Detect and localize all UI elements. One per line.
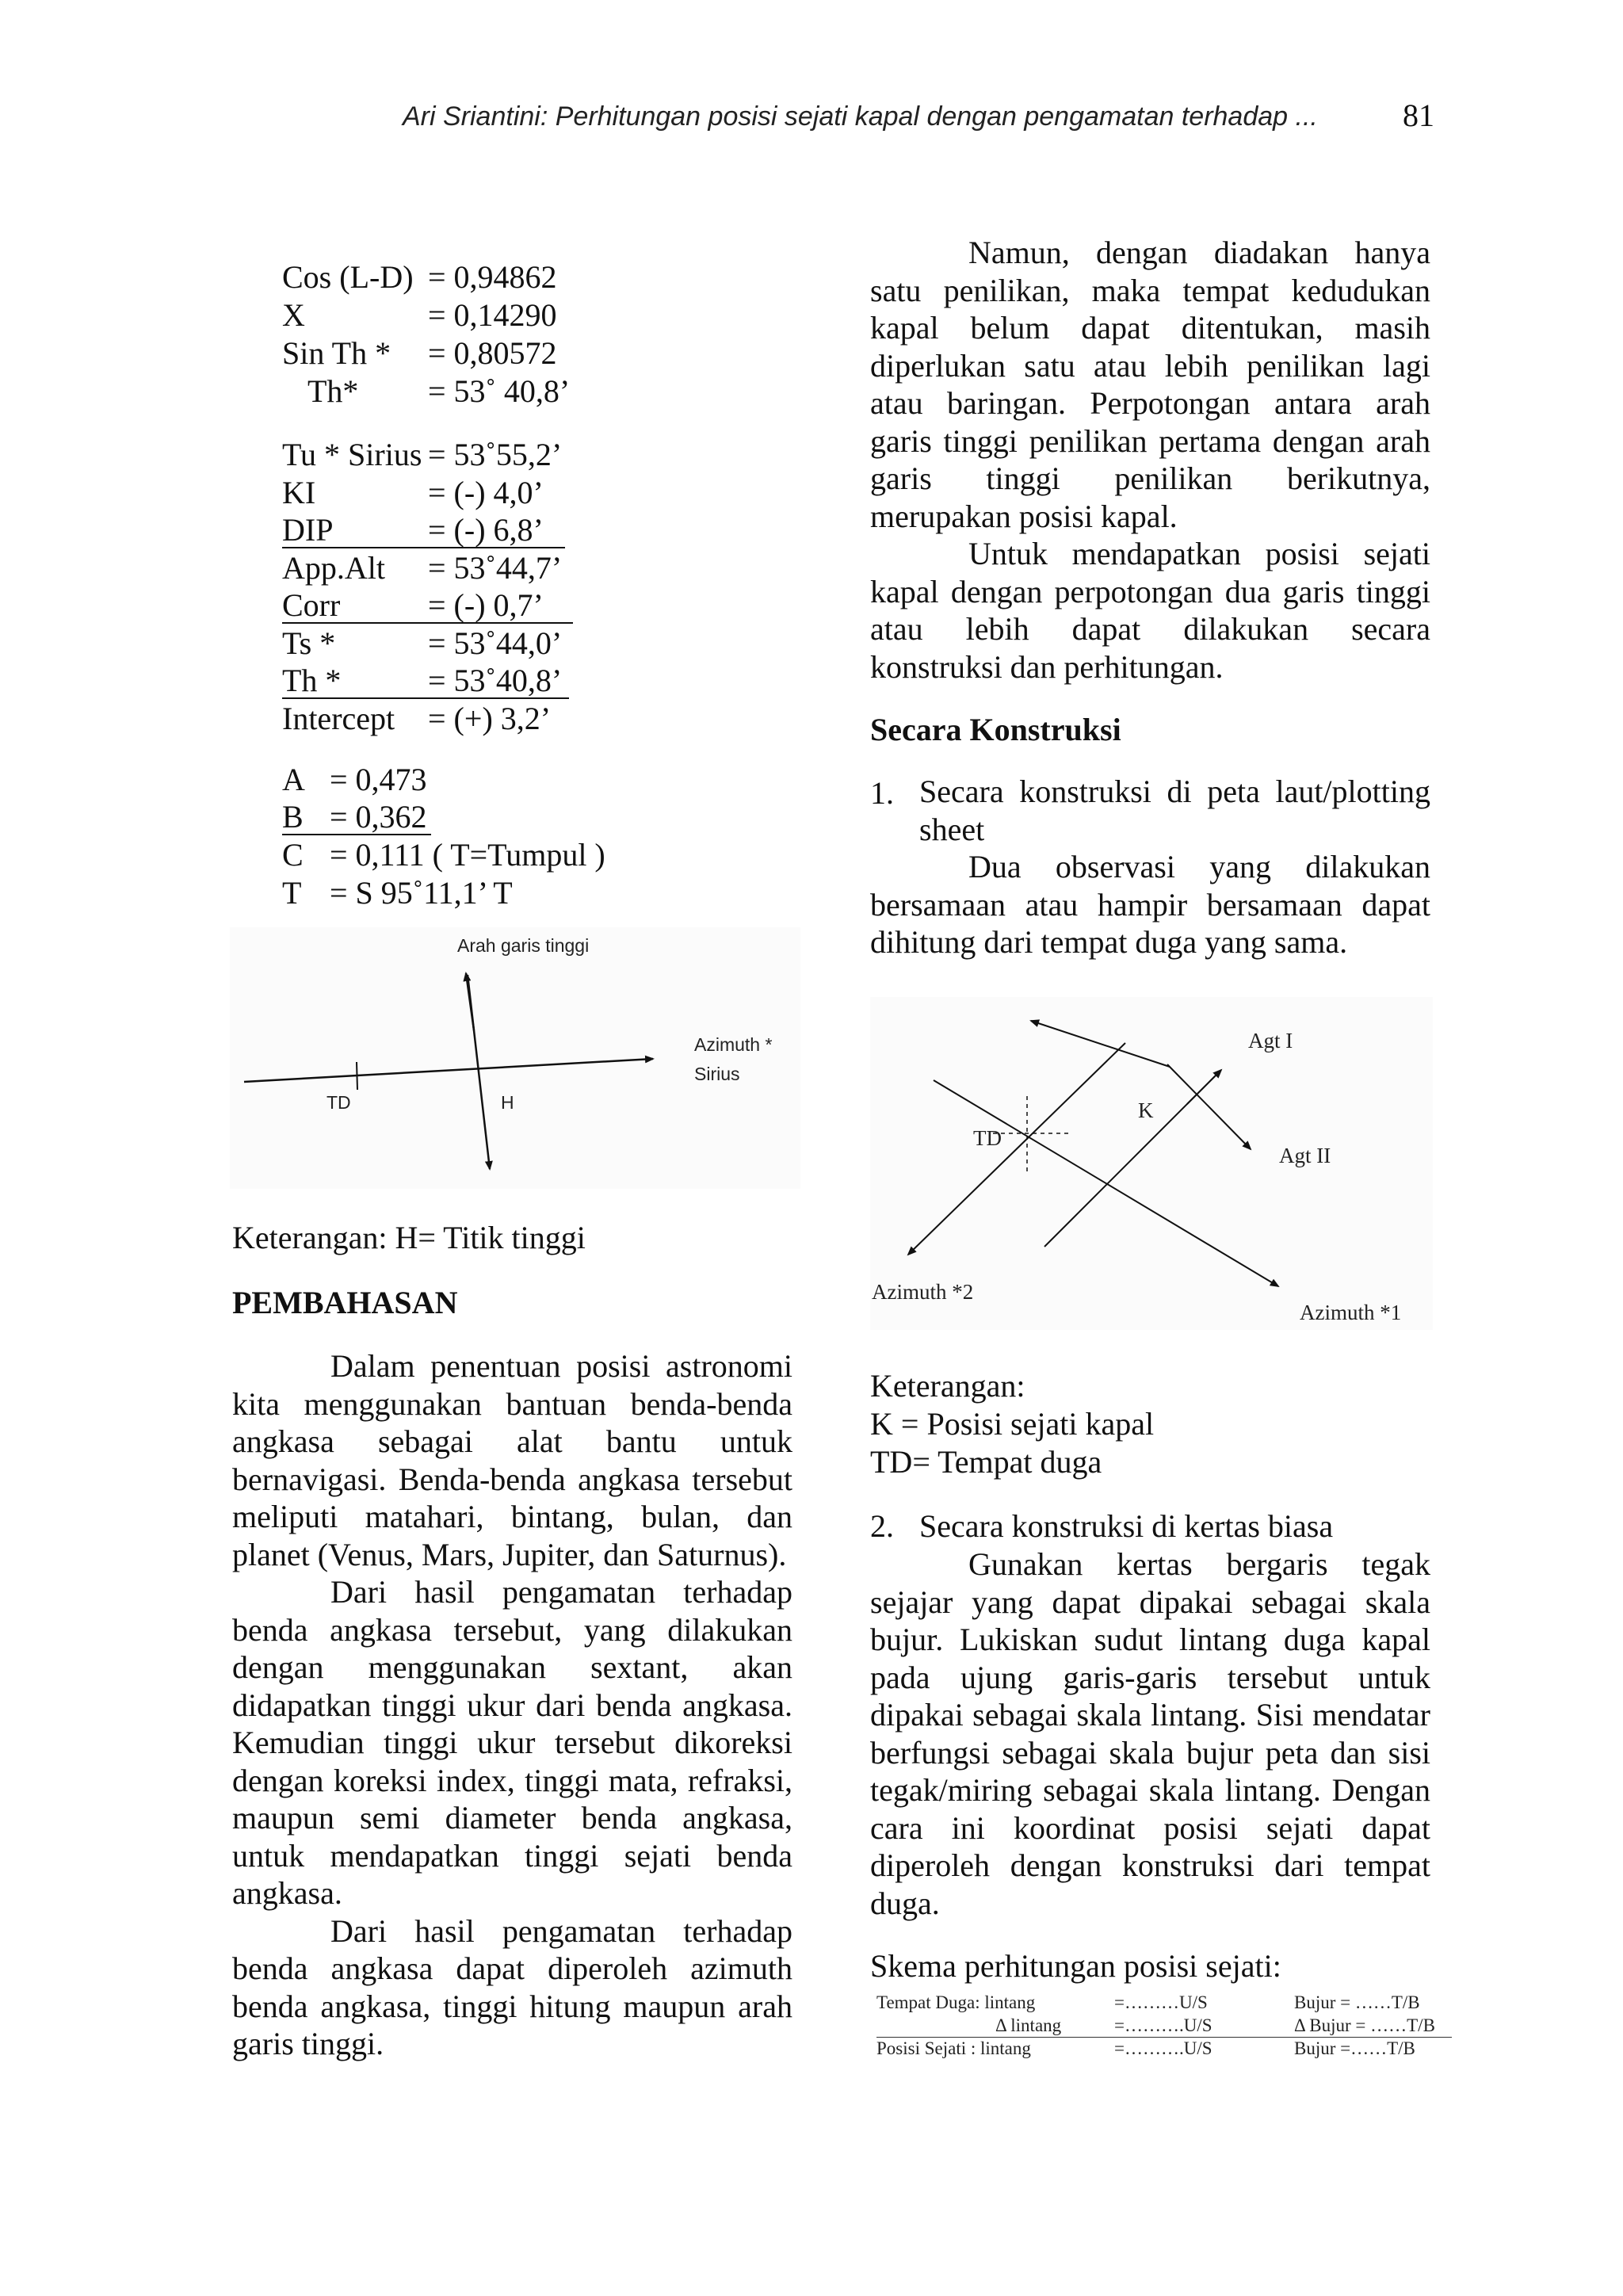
item-2-body: Gunakan kertas bergaris tegak sejajar yang dapat dipakai sebagai skala bujur. Lukiskan sudut lintang duga kapal pada ujung garis-garis tersebut untuk dipakai sebagai skala lintang. Sisi mendatar berfungsi sebagai skala bujur peta dan sisi tegak/miring sebagai skala lintang. Dengan cara ini koordinat posisi sejati dapat diperoleh dengan konstruksi dari tempat duga. [870, 1546, 1430, 1921]
item-1-title: Secara konstruksi di peta laut/plotting sheet [919, 774, 1430, 847]
label-agt-2: Agt II [1279, 1144, 1331, 1167]
azimuth-line [244, 1059, 653, 1082]
calc-value: = (-) 4,0’ [428, 475, 544, 510]
paragraph: Dari hasil pengamatan terhadap benda angkasa tersebut, yang dilakukan dengan menggunakan sextant, akan didapatkan tinggi ukur dari benda angkasa. Kemudian tinggi ukur tersebut dikoreksi dengan koreksi index, tinggi mata, refraksi, maupun semi diameter benda angkasa, untuk mendapatkan tinggi sejati benda angkasa. [232, 1574, 792, 1911]
item-1-body: Dua observasi yang dilakukan bersamaan atau hampir bersamaan dapat dihitung dari tempat duga yang sama. [870, 849, 1430, 960]
label-azimuth: Azimuth * [694, 1034, 773, 1055]
calc-label: Tu * Sirius [282, 437, 422, 472]
label-k: K [1138, 1098, 1154, 1122]
calc-value: = (-) 6,8’ [428, 512, 544, 548]
scheme-cell: Bujur =……T/B [1294, 2038, 1415, 2058]
calc-value: = 53˚44,7’ [428, 550, 563, 586]
calc-label: X [282, 297, 305, 333]
item-2-number: 2. [870, 1508, 894, 1544]
scheme-cell: Tempat Duga: lintang [876, 1992, 1036, 2012]
calc-value: = (-) 0,7’ [428, 587, 544, 623]
calc-value: = 53˚40,8’ [428, 663, 563, 698]
azimuth-2-line [908, 1043, 1125, 1255]
right-body [870, 234, 1430, 686]
calc-label: App.Alt [282, 550, 385, 586]
calc-label: Th * [282, 663, 342, 698]
scheme-cell: =……….U/S [1114, 2038, 1212, 2058]
caption-2-title: Keterangan: [870, 1368, 1025, 1404]
agt-1-line [1167, 1064, 1251, 1149]
paragraph: Dalam penentuan posisi astronomi kita menggunakan bantuan benda-benda angkasa sebagai alat bantu untuk bernavigasi. Benda-benda angkasa tersebut meliputi matahari, bintang, bulan, dan planet (Venus, Mars, Jupiter, dan Saturnus). [232, 1348, 792, 1572]
figure-1-diagram [230, 927, 800, 1189]
calc-label: Corr [282, 587, 341, 623]
label-h: H [501, 1092, 514, 1113]
label-sirius: Sirius [694, 1064, 740, 1084]
calc-value: = 0,362 [330, 799, 427, 835]
label-td: TD [327, 1092, 351, 1113]
calc-value: = 0,80572 [428, 335, 557, 371]
calc-label: Sin Th * [282, 335, 391, 371]
page-number: 81 [1403, 97, 1434, 133]
scheme-title: Skema perhitungan posisi sejati: [870, 1948, 1281, 1984]
label-arah-garis-tinggi: Arah garis tinggi [457, 935, 590, 956]
garis-tinggi-arrow-up [466, 973, 474, 1030]
label-agt-1: Agt I [1248, 1029, 1293, 1052]
paragraph: Untuk mendapatkan posisi sejati kapal dengan perpotongan dua garis tinggi atau lebih dapat dilakukan secara konstruksi dan perhitungan. [870, 536, 1430, 685]
calc-label: Cos (L-D) [282, 259, 414, 295]
calc-value: = 0,94862 [428, 259, 557, 295]
section-secara-konstruksi: Secara Konstruksi [870, 712, 1121, 747]
calc-label: DIP [282, 512, 334, 548]
calc-label: Th* [307, 373, 359, 409]
item-1-number: 1. [870, 775, 894, 811]
label-td: TD [973, 1126, 1002, 1150]
caption-2-td: TD= Tempat duga [870, 1444, 1102, 1480]
calc-label: Intercept [282, 701, 395, 736]
calc-value: = S 95˚11,1’ T [330, 875, 513, 911]
left-body [232, 1347, 792, 2063]
azimuth-1-line [934, 1080, 1278, 1286]
scheme-cell: =………U/S [1114, 1992, 1208, 2012]
scheme-cell: Δ Bujur = ……T/B [1294, 2015, 1435, 2035]
scheme-cell: Posisi Sejati : lintang [876, 2038, 1031, 2058]
calc-label: B [282, 799, 304, 835]
calc-label: KI [282, 475, 316, 510]
agt-1-line-back [1031, 1021, 1170, 1067]
paragraph: Namun, dengan diadakan hanya satu penilikan, maka tempat kedudukan kapal belum dapat ditentukan, masih diperlukan satu atau lebih penilikan lagi atau baringan. Perpotongan antara arah garis tinggi penilikan pertama dengan arah garis tinggi penilikan berikutnya, merupakan posisi kapal. [870, 235, 1430, 534]
section-pembahasan: PEMBAHASAN [232, 1285, 458, 1320]
caption-2-k: K = Posisi sejati kapal [870, 1406, 1155, 1442]
figure-perpotongan [870, 997, 1433, 1330]
label-azimuth-1: Azimuth *1 [1300, 1301, 1402, 1324]
scheme-rule [876, 2037, 1452, 2038]
calc-value: = 53˚55,2’ [428, 437, 563, 472]
calc-label: A [282, 762, 305, 797]
label-azimuth-2: Azimuth *2 [872, 1280, 974, 1304]
calc-value: = 0,111 ( T=Tumpul ) [330, 837, 605, 873]
calc-label: C [282, 837, 304, 873]
calc-value: = 0,473 [330, 762, 427, 797]
calc-value: = 53˚44,0’ [428, 625, 563, 661]
agt-2-arrow [1187, 1070, 1221, 1104]
calc-value: = 0,14290 [428, 297, 557, 333]
calc-label: Ts * [282, 625, 336, 661]
paragraph: Dari hasil pengamatan terhadap benda angkasa dapat diperoleh azimuth benda angkasa, tinggi hitung maupun arah garis tinggi. [232, 1912, 792, 2061]
figure-garis-tinggi [230, 927, 800, 1189]
running-title: Ari Sriantini: Perhitungan posisi sejati kapal dengan pengamatan terhadap ... [403, 101, 1318, 132]
caption-1: Keterangan: H= Titik tinggi [232, 1220, 586, 1255]
item-2-title: Secara konstruksi di kertas biasa [919, 1508, 1334, 1544]
scheme-cell: Δ lintang [995, 2015, 1062, 2035]
calc-value: = (+) 3,2’ [428, 701, 552, 736]
scheme-cell: Bujur = ……T/B [1294, 1992, 1420, 2012]
calc-label: T [282, 875, 302, 911]
calc-value: = 53˚ 40,8’ [428, 373, 571, 409]
scheme-cell: =……….U/S [1114, 2015, 1212, 2035]
